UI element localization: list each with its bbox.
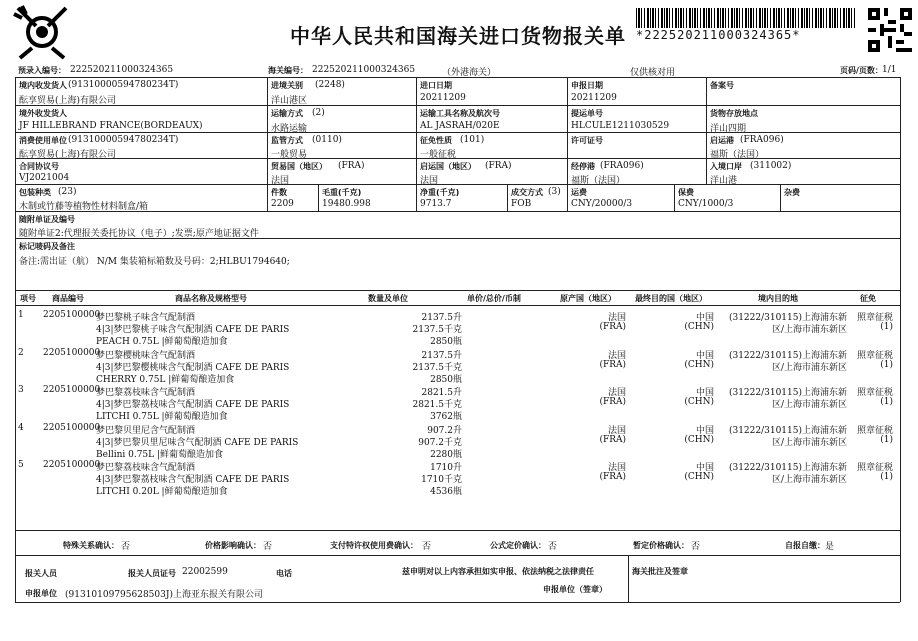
goods-dom2: 区/上海市浦东新区 — [771, 400, 847, 410]
goods-name2: 4|3|梦巴黎樱桃味含气配制酒 CAFE DE PARIS — [96, 362, 290, 373]
pieces: 2209 — [271, 199, 294, 209]
goods-dom2: 区/上海市浦东新区 — [771, 475, 847, 485]
goods-hs: 2205100000 — [43, 422, 101, 433]
goods-tax2: (1) — [880, 397, 893, 407]
goods-name1: 梦巴黎樱桃味含气配制酒 — [96, 350, 196, 361]
deal-mode-code: (3) — [548, 187, 561, 197]
goods-dom1: (31222/310115)上海浦东新 — [728, 313, 847, 323]
goods-name1: 梦巴黎贝里尼含气配制酒 — [96, 425, 196, 436]
tax-nature-label: 征免性质 — [420, 136, 452, 145]
goods-tax1: 照章征税 — [856, 388, 893, 398]
goods-tax1: 照章征税 — [856, 425, 893, 436]
customs-number-label: 海关编号： — [268, 66, 308, 75]
departure-port: 福斯（法国） — [710, 150, 765, 160]
goods-no: 3 — [18, 385, 24, 395]
goods-q3: 4536瓶 — [430, 487, 462, 497]
price-impact: 否 — [263, 542, 273, 552]
pieces-label: 件数 — [271, 188, 287, 197]
goods-name3: CHERRY 0.75L |鲜葡萄酿造加食 — [96, 374, 235, 385]
entry-point-label: 入境口岸 — [710, 162, 742, 171]
barcode-text: *222520211000324365* — [636, 28, 801, 42]
gross-weight-label: 毛重(千克) — [322, 188, 362, 197]
goods-dest-code: (CHN) — [684, 359, 714, 370]
bl-number: HLCULE1211030529 — [571, 121, 670, 131]
col-header-tax: 征免 — [860, 294, 876, 303]
goods-q2: 2137.5千克 — [412, 325, 462, 335]
origin-country-label: 启运国（地区） — [420, 162, 476, 171]
customs-emblem-icon — [12, 4, 72, 60]
storage-label: 货物存放地点 — [710, 109, 758, 118]
import-date: 20211209 — [420, 93, 466, 103]
consignee-name: 酝享贸易(上海)有限公司 — [19, 96, 117, 106]
declarant-label: 报关人员 — [25, 569, 57, 578]
goods-no: 1 — [18, 310, 24, 320]
goods-q1: 2137.5升 — [421, 313, 462, 323]
goods-orig: 法国 — [607, 388, 626, 398]
special-relation-label: 特殊关系确认： — [63, 541, 119, 550]
entry-point: 洋山港 — [710, 176, 738, 186]
goods-dest: 中国 — [695, 350, 714, 361]
goods-dest: 中国 — [695, 463, 714, 473]
pre-entry-number: 222520211000324365 — [70, 65, 174, 75]
special-relation: 否 — [121, 542, 131, 552]
page-label: 页码/页数： — [840, 66, 883, 75]
goods-tax2: (1) — [880, 434, 893, 445]
goods-orig-code: (FRA) — [599, 434, 626, 445]
declare-date: 20211209 — [571, 93, 617, 103]
transit-port-code: (FRA096) — [600, 161, 644, 171]
col-header-price: 单价/总价/币制 — [467, 294, 521, 303]
customs-note-label: 海关批注及签章 — [632, 567, 688, 576]
page-title: 中华人民共和国海关进口货物报关单 — [290, 24, 626, 48]
bl-label: 提运单号 — [571, 109, 603, 118]
goods-orig-code: (FRA) — [599, 472, 626, 482]
pre-entry-label: 预录入编号： — [18, 66, 66, 75]
supervision: 一般贸易 — [271, 150, 308, 160]
col-header-domestic-dest: 境内目的地 — [758, 294, 798, 303]
formula-label: 公式定价确认： — [490, 541, 546, 550]
gross-weight: 19480.998 — [322, 199, 371, 209]
col-header-item-no: 项号 — [20, 294, 36, 303]
transport-mode: 水路运输 — [271, 124, 308, 134]
goods-q3: 3762瓶 — [430, 412, 462, 422]
supervision-label: 监管方式 — [271, 136, 303, 145]
goods-tax2: (1) — [880, 359, 893, 370]
trade-country: 法国 — [271, 176, 290, 186]
tentative-price-label: 暂定价格确认： — [633, 541, 689, 550]
net-weight-label: 净重(千克) — [420, 188, 460, 197]
storage: 洋山四期 — [710, 124, 747, 134]
transport-mode-label: 运输方式 — [271, 109, 303, 118]
goods-tax1: 照章征税 — [856, 350, 893, 361]
consumer-name: 酝享贸易(上海)有限公司 — [19, 150, 117, 160]
goods-dom2: 区/上海市浦东新区 — [771, 325, 847, 335]
goods-orig: 法国 — [607, 425, 626, 436]
vessel: AL JASRAH/020E — [420, 121, 500, 131]
goods-no: 2 — [18, 347, 24, 358]
goods-q3: 2850瓶 — [430, 337, 462, 347]
entry-port-code: (2248) — [315, 80, 345, 90]
transport-mode-code: (2) — [312, 108, 325, 118]
declarant-cert-label: 报关人员证号 — [128, 569, 176, 578]
goods-dest-code: (CHN) — [684, 472, 714, 482]
pack-type: 木制或竹藤等植物性材料制盒/箱 — [19, 202, 149, 212]
trade-country-label: 贸易国（地区） — [271, 162, 327, 171]
tax-nature-code: (101) — [460, 135, 485, 145]
goods-name2: 4|3|梦巴黎荔枝味含气配制酒 CAFE DE PARIS — [96, 400, 290, 410]
goods-orig-code: (FRA) — [599, 322, 626, 332]
consumer-code: (91310000594780234T) — [68, 135, 179, 145]
goods-dest-code: (CHN) — [684, 397, 714, 407]
goods-dest-code: (CHN) — [684, 434, 714, 445]
col-header-origin: 原产国（地区） — [560, 294, 616, 303]
goods-q1: 1710升 — [430, 463, 462, 473]
marks: 备注:需出证（航） N/M 集装箱标箱数及号码：2;HLBU1794640; — [19, 257, 290, 267]
goods-name1: 梦巴黎荔枝味含气配制酒 — [96, 388, 196, 398]
goods-tax1: 照章征税 — [856, 463, 893, 473]
overseas-label: 境外收发货人 — [19, 109, 67, 118]
deal-mode-label: 成交方式 — [511, 188, 543, 197]
col-header-hs-code: 商品编号 — [52, 294, 84, 303]
self-pay-label: 自报自缴： — [785, 541, 825, 550]
pack-type-label: 包装种类 — [19, 188, 51, 197]
transit-port-label: 经停港 — [571, 162, 595, 171]
goods-tax2: (1) — [880, 472, 893, 482]
self-pay: 是 — [825, 542, 835, 552]
col-header-destination: 最终目的国（地区） — [635, 294, 707, 303]
goods-orig: 法国 — [607, 313, 626, 323]
goods-dest: 中国 — [695, 425, 714, 436]
goods-dom1: (31222/310115)上海浦东新 — [728, 350, 847, 361]
declare-unit-label: 申报单位 — [25, 589, 57, 598]
entry-port-name: 洋山港区 — [271, 96, 308, 106]
origin-country: 法国 — [420, 176, 439, 186]
consumer-label: 消费使用单位 — [19, 136, 67, 145]
price-impact-label: 价格影响确认： — [205, 541, 261, 550]
insurance-label: 保费 — [678, 188, 694, 197]
contract: VJ2021004 — [19, 173, 70, 183]
goods-dest-code: (CHN) — [684, 322, 714, 332]
unit-sign-label: 申报单位（签章） — [543, 585, 607, 594]
royalty-label: 支付特许权使用费确认： — [330, 541, 418, 550]
qr-code-icon — [868, 8, 912, 52]
freight-label: 运费 — [571, 188, 587, 197]
declarant-cert: 22002599 — [182, 567, 228, 577]
goods-orig-code: (FRA) — [599, 359, 626, 370]
goods-q1: 907.2升 — [427, 425, 462, 436]
goods-name1: 梦巴黎桃子味含气配制酒 — [96, 313, 196, 323]
license-label: 许可证号 — [571, 136, 603, 145]
departure-port-code: (FRA096) — [740, 135, 784, 145]
goods-dom1: (31222/310115)上海浦东新 — [728, 388, 847, 398]
consignee-label: 境内收发货人 — [19, 81, 67, 90]
goods-hs: 2205100000 — [43, 460, 101, 470]
tentative-price: 否 — [691, 542, 701, 552]
goods-q1: 2137.5升 — [421, 350, 462, 361]
goods-q2: 2821.5千克 — [412, 400, 462, 410]
entry-point-code: (311002) — [750, 161, 792, 171]
transit-port: 福斯（法国） — [571, 176, 626, 186]
docs-label: 随附单证及编号 — [19, 215, 75, 224]
goods-dom1: (31222/310115)上海浦东新 — [728, 463, 847, 473]
supervision-code: (0110) — [312, 135, 342, 145]
declare-date-label: 申报日期 — [571, 81, 603, 90]
goods-orig: 法国 — [607, 463, 626, 473]
goods-no: 5 — [18, 460, 24, 470]
goods-q3: 2280瓶 — [430, 449, 462, 460]
col-header-quantity: 数量及单位 — [368, 294, 408, 303]
entry-port-label: 进境关别 — [271, 81, 303, 90]
marks-label: 标记唛码及备注 — [19, 242, 75, 251]
contract-label: 合同协议号 — [19, 162, 59, 171]
goods-tax2: (1) — [880, 322, 893, 332]
col-header-goods-name: 商品名称及规格型号 — [175, 294, 247, 303]
departure-port-label: 启运港 — [710, 136, 734, 145]
barcode — [636, 8, 856, 28]
goods-name1: 梦巴黎荔枝味含气配制酒 — [96, 463, 196, 473]
insurance: CNY/1000/3 — [678, 199, 734, 209]
port-note: （外港海关） — [442, 68, 497, 78]
declare-unit: (91310109795628503J)上海亚东报关有限公司 — [65, 590, 263, 600]
goods-orig: 法国 — [607, 350, 626, 361]
statement: 兹申明对以上内容承担如实申报、依法纳税之法律责任 — [402, 567, 594, 576]
goods-hs: 2205100000 — [43, 310, 101, 320]
goods-q2: 907.2千克 — [418, 437, 462, 448]
goods-q1: 2821.5升 — [421, 388, 462, 398]
goods-hs: 2205100000 — [43, 347, 101, 358]
goods-orig-code: (FRA) — [599, 397, 626, 407]
trade-country-code: (FRA) — [338, 161, 365, 171]
goods-name2: 4|3|梦巴黎桃子味含气配制酒 CAFE DE PARIS — [96, 325, 290, 335]
goods-dom2: 区/上海市浦东新区 — [771, 362, 847, 373]
goods-name2: 4|3|梦巴黎贝里尼味含气配制酒 CAFE DE PARIS — [96, 437, 299, 448]
goods-dom1: (31222/310115)上海浦东新 — [728, 425, 847, 436]
goods-name3: Bellini 0.75L |鲜葡萄酿造加食 — [96, 449, 224, 460]
goods-name2: 4|3|梦巴黎荔枝味含气配制酒 CAFE DE PARIS — [96, 475, 290, 485]
goods-dest: 中国 — [695, 313, 714, 323]
pack-type-code: (23) — [58, 187, 77, 197]
goods-no: 4 — [18, 422, 24, 433]
deal-mode: FOB — [511, 199, 532, 209]
page-value: 1/1 — [882, 65, 897, 75]
record-no-label: 备案号 — [710, 81, 734, 90]
goods-dom2: 区/上海市浦东新区 — [771, 437, 847, 448]
overseas-name: JF HILLEBRAND FRANCE(BORDEAUX) — [19, 121, 203, 131]
customs-number: 222520211000324365 — [312, 65, 416, 75]
import-date-label: 进口日期 — [420, 81, 452, 90]
net-weight: 9713.7 — [420, 199, 452, 209]
goods-name3: LITCHI 0.75L |鲜葡萄酿造加食 — [96, 412, 228, 422]
goods-hs: 2205100000 — [43, 385, 101, 395]
goods-name3: PEACH 0.75L |鲜葡萄酿造加食 — [96, 337, 228, 347]
formula: 否 — [548, 542, 558, 552]
consignee-code: (91310000594780234T) — [68, 80, 179, 90]
misc-fee-label: 杂费 — [784, 188, 800, 197]
goods-dest: 中国 — [695, 388, 714, 398]
goods-q3: 2850瓶 — [430, 374, 462, 385]
vessel-label: 运输工具名称及航次号 — [420, 109, 500, 118]
docs: 随附单证2:代理报关委托协议（电子）;发票;原产地证据文件 — [19, 229, 259, 239]
goods-q2: 1710千克 — [421, 475, 462, 485]
goods-q2: 2137.5千克 — [412, 362, 462, 373]
origin-country-code: (FRA) — [485, 161, 512, 171]
tax-nature: 一般征税 — [420, 150, 457, 160]
freight: CNY/20000/3 — [571, 199, 633, 209]
reference-only-note: 仅供核对用 — [630, 68, 676, 78]
royalty: 否 — [422, 542, 432, 552]
goods-tax1: 照章征税 — [856, 313, 893, 323]
phone-label: 电话 — [276, 569, 292, 578]
goods-name3: LITCHI 0.20L |鲜葡萄酿造加食 — [96, 487, 228, 497]
